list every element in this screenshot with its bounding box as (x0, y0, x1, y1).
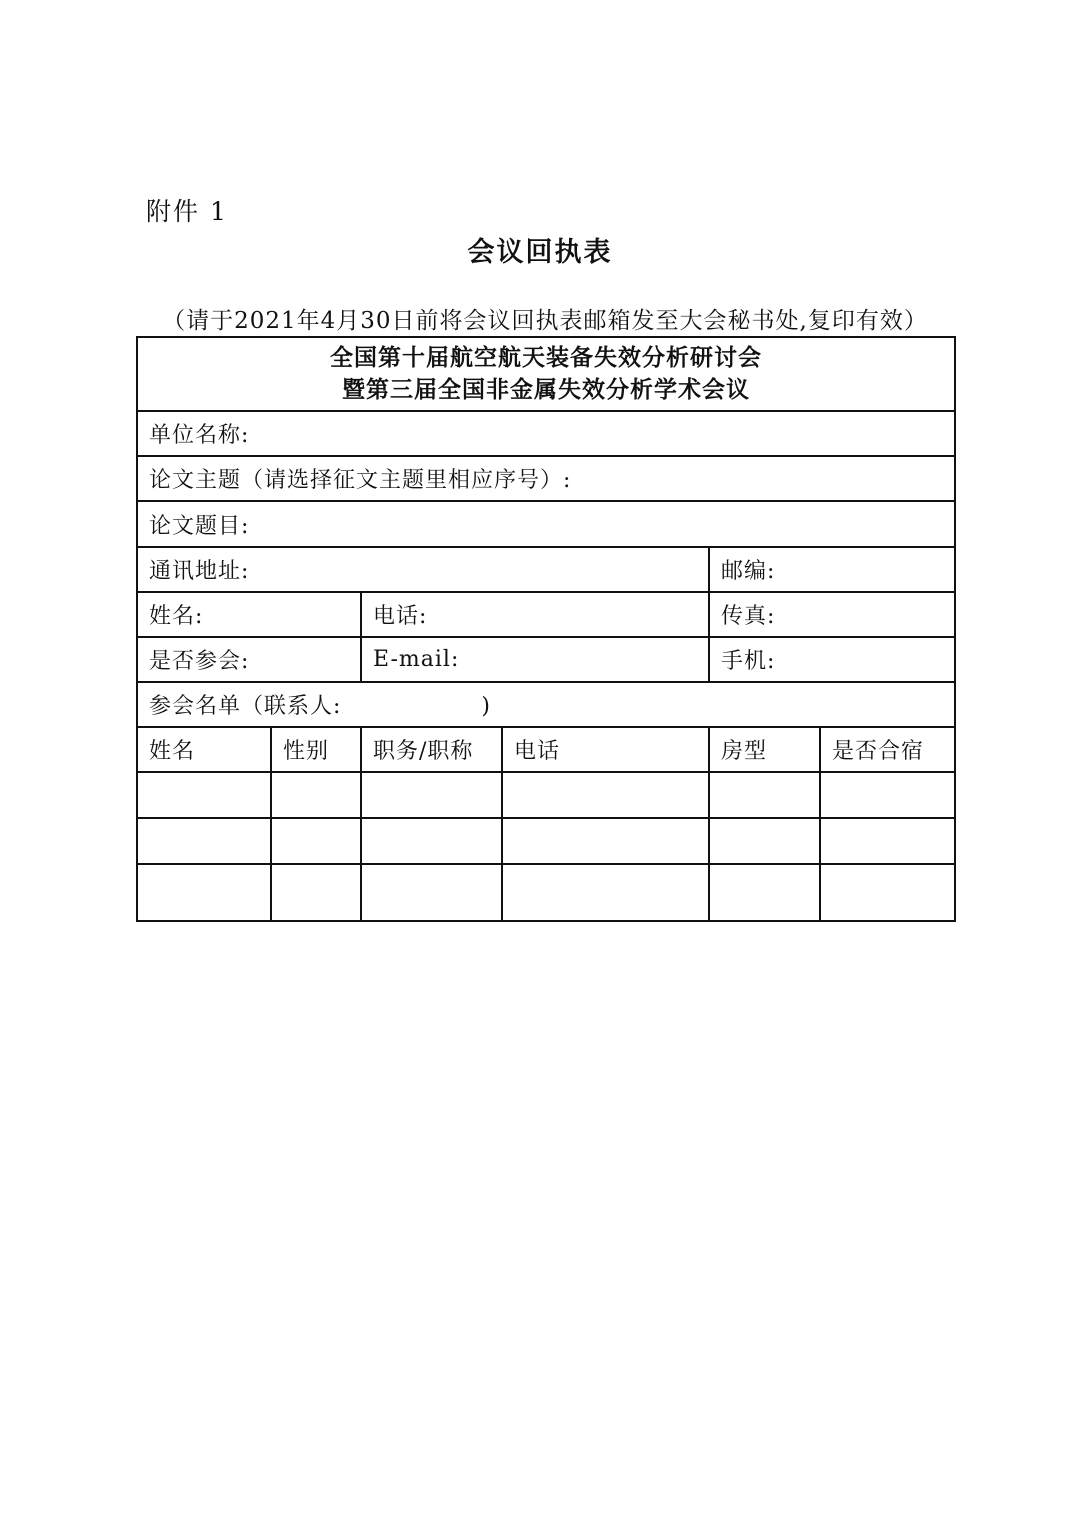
attendee-position-cell[interactable] (361, 818, 502, 864)
attachment-label: 附件 1 (146, 197, 228, 226)
attendee-gender-cell[interactable] (271, 818, 361, 864)
col-header-shared-room: 是否合宿 (820, 727, 955, 772)
attendee-phone-cell[interactable] (502, 818, 709, 864)
receipt-form-table (136, 336, 956, 922)
col-header-position: 职务/职称 (361, 727, 502, 772)
table-row (137, 772, 955, 818)
fax-field[interactable]: 传真: (709, 592, 955, 637)
paper-title-row (137, 501, 955, 547)
phone-field[interactable]: 电话: (361, 592, 709, 637)
attendee-phone-cell[interactable] (502, 772, 709, 818)
col-header-room-type: 房型 (709, 727, 820, 772)
postcode-field[interactable]: 邮编: (709, 547, 955, 592)
page-title: 会议回执表 (467, 237, 613, 268)
conference-name-line2: 暨第三届全国非金属失效分析学术会议 (342, 376, 750, 403)
attendee-shared-room-cell[interactable] (820, 864, 955, 921)
conference-heading (137, 337, 955, 411)
attendee-position-cell[interactable] (361, 864, 502, 921)
email-field[interactable]: E-mail: (361, 637, 709, 682)
attendee-name-cell[interactable] (137, 864, 271, 921)
attendee-room-type-cell[interactable] (709, 818, 820, 864)
attendee-list-field[interactable] (137, 682, 955, 727)
name-field[interactable]: 姓名: (137, 592, 361, 637)
conference-heading-row (137, 337, 955, 411)
attendee-gender-cell[interactable] (271, 864, 361, 921)
attendee-shared-room-cell[interactable] (820, 772, 955, 818)
address-row (137, 547, 955, 592)
table-row (137, 818, 955, 864)
attendee-list-close: ) (481, 694, 492, 719)
mobile-field[interactable]: 手机: (709, 637, 955, 682)
attendee-gender-cell[interactable] (271, 772, 361, 818)
attendee-room-type-cell[interactable] (709, 772, 820, 818)
attend-email-mobile-row (137, 637, 955, 682)
paper-topic-row (137, 456, 955, 501)
paper-title-field[interactable]: 论文题目: (137, 501, 955, 547)
attendee-list-row (137, 682, 955, 727)
col-header-gender: 性别 (271, 727, 361, 772)
conference-name-line1: 全国第十届航空航天装备失效分析研讨会 (330, 344, 762, 371)
attend-field[interactable]: 是否参会: (137, 637, 361, 682)
address-field[interactable]: 通讯地址: (137, 547, 709, 592)
attendee-room-type-cell[interactable] (709, 864, 820, 921)
table-row (137, 864, 955, 921)
attendee-phone-cell[interactable] (502, 864, 709, 921)
attendee-shared-room-cell[interactable] (820, 818, 955, 864)
unit-name-field[interactable]: 单位名称: (137, 411, 955, 456)
col-header-name: 姓名 (137, 727, 271, 772)
submission-notice: （请于2021年4月30日前将会议回执表邮箱发至大会秘书处,复印有效） (162, 308, 928, 334)
paper-topic-field[interactable]: 论文主题（请选择征文主题里相应序号）: (137, 456, 955, 501)
attendee-position-cell[interactable] (361, 772, 502, 818)
name-phone-fax-row (137, 592, 955, 637)
attendee-name-cell[interactable] (137, 818, 271, 864)
col-header-phone: 电话 (502, 727, 709, 772)
attendee-header-row (137, 727, 955, 772)
attendee-name-cell[interactable] (137, 772, 271, 818)
unit-name-row (137, 411, 955, 456)
attendee-list-label: 参会名单（联系人: (149, 694, 342, 719)
